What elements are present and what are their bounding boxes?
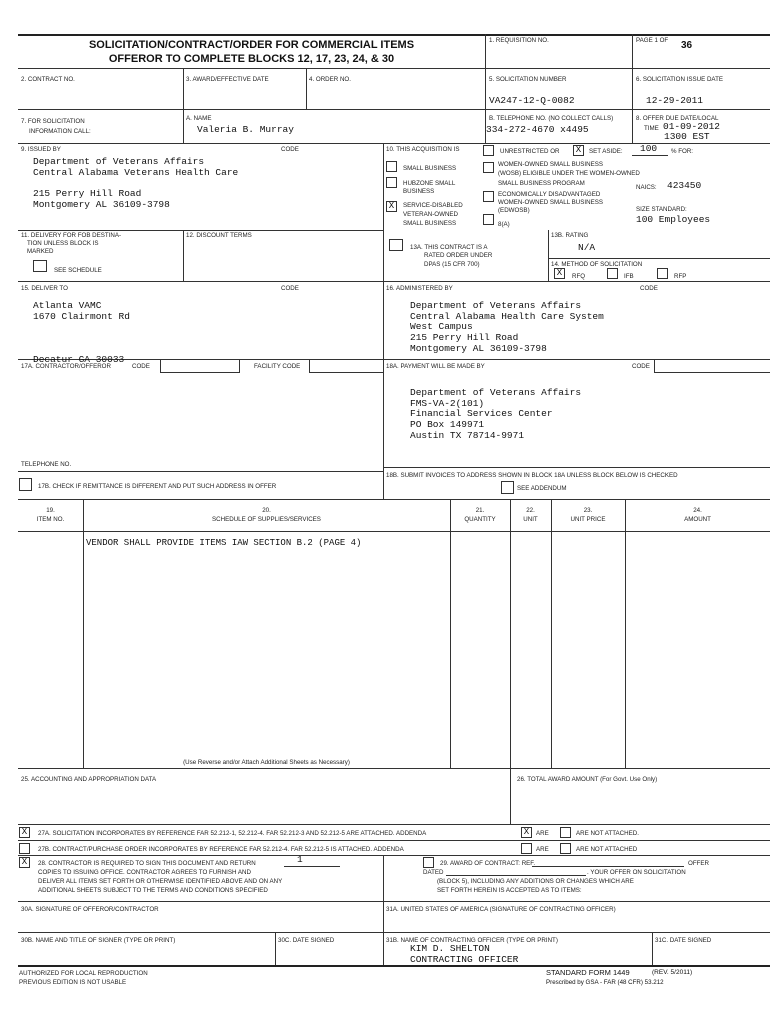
col-unit-price-label: UNIT PRICE xyxy=(570,516,606,523)
ifb-label: IFB xyxy=(624,273,634,280)
rule xyxy=(18,471,383,472)
contracting-officer-label: 31B. NAME OF CONTRACTING OFFICER (TYPE OR PRINT) xyxy=(386,937,558,944)
sdvosb-label: SERVICE-DISABLED xyxy=(403,202,463,209)
rule xyxy=(183,68,184,143)
award-date-label: 3. AWARD/EFFECTIVE DATE xyxy=(186,76,269,83)
rule xyxy=(450,499,451,768)
requisition-label: 1. REQUISITION NO. xyxy=(489,37,549,44)
wosb-label-3: SMALL BUSINESS PROGRAM xyxy=(498,180,585,187)
rule xyxy=(18,109,770,110)
issued-by-label: 9. ISSUED BY xyxy=(21,146,61,153)
hubzone-label-2: BUSINESS xyxy=(403,188,435,195)
page-total: 36 xyxy=(681,40,693,51)
clause-27b-checkbox[interactable] xyxy=(19,843,30,854)
col-unit-label: UNIT xyxy=(523,516,538,523)
method-label: 14. METHOD OF SOLICITATION xyxy=(551,261,643,268)
offer-due-time-value: 1300 EST xyxy=(664,131,710,142)
accounting-label: 25. ACCOUNTING AND APPROPRIATION DATA xyxy=(21,776,157,783)
addenda-are-checkbox[interactable]: X xyxy=(521,827,532,838)
rule xyxy=(510,768,511,824)
rule xyxy=(652,932,653,965)
remittance-label: 17B. CHECK IF REMITTANCE IS DIFFERENT AND PUT SUCH ADDRESS IN OFFER xyxy=(38,483,277,490)
deliver-to-label: 15. DELIVER TO xyxy=(21,285,68,292)
rule xyxy=(548,230,549,281)
schedule-body-text: VENDOR SHALL PROVIDE ITEMS IAW SECTION B.2 (PAGE 4) xyxy=(86,538,362,548)
deliver-to-code-label: CODE xyxy=(281,285,299,292)
rule xyxy=(383,467,770,468)
rating-value: N/A xyxy=(578,242,596,253)
clause-29-label-3: (BLOCK 5), INCLUDING ANY ADDITIONS OR CHANGES WHICH ARE xyxy=(437,878,634,885)
rule xyxy=(275,932,276,965)
col-item-num: 19. xyxy=(46,507,55,514)
footer-form-rev: (REV. 5/2011) xyxy=(652,969,693,976)
rated-order-label-3: DPAS (15 CFR 700) xyxy=(424,261,480,268)
remittance-checkbox[interactable] xyxy=(19,478,32,491)
rfq-checkbox[interactable]: X xyxy=(554,268,565,279)
solicitation-issue-date-label: 6. SOLICITATION ISSUE DATE xyxy=(636,76,723,83)
contact-name-value: Valeria B. Murray xyxy=(197,124,294,135)
administered-by-address: Department of Veterans Affairs Central Alabama Health Care System West Campus 215 Perry Hill Road Montgomery AL 36109-3798 xyxy=(410,300,604,354)
rated-order-checkbox[interactable] xyxy=(389,239,403,251)
rule xyxy=(18,499,770,500)
solicitation-number-value: VA247-12-Q-0082 xyxy=(489,95,575,106)
col-quantity-label: QUANTITY xyxy=(464,516,496,523)
see-schedule-label: SEE SCHEDULE xyxy=(54,267,102,274)
footer-prescribed: Prescribed by GSA - FAR (48 CFR) 53.212 xyxy=(546,979,664,986)
footer-form-name: STANDARD FORM 1449 xyxy=(546,968,630,977)
facility-code-label: FACILITY CODE xyxy=(254,363,301,370)
time-label: TIME xyxy=(644,125,659,132)
contract-no-label: 2. CONTRACT NO. xyxy=(21,76,75,83)
col-unit-num: 22. xyxy=(526,507,535,514)
delivery-fob-label: 11. DELIVERY FOR FOB DESTINA- xyxy=(21,232,122,239)
wosb-checkbox[interactable] xyxy=(483,162,494,173)
rule xyxy=(632,155,668,156)
contractor-code-label: CODE xyxy=(132,363,150,370)
rule xyxy=(383,143,384,281)
see-addendum-label: SEE ADDENDUM xyxy=(517,485,567,492)
clause-27a-checkbox[interactable]: X xyxy=(19,827,30,838)
rule xyxy=(183,230,184,281)
order-no-label: 4. ORDER NO. xyxy=(309,76,351,83)
col-quantity-num: 21. xyxy=(475,507,485,514)
rule xyxy=(532,866,684,867)
rule xyxy=(18,840,770,841)
unrestricted-label: UNRESTRICTED OR xyxy=(500,148,560,155)
rule xyxy=(18,281,770,282)
dated-label: DATED xyxy=(423,869,444,876)
small-business-label: SMALL BUSINESS xyxy=(403,165,457,172)
eight-a-label: 8(A) xyxy=(498,221,510,228)
rule xyxy=(306,68,307,109)
rfp-label: RFP xyxy=(674,273,687,280)
info-call-label: 7. FOR SOLICITATION xyxy=(21,118,85,125)
form-title-line1: SOLICITATION/CONTRACT/ORDER FOR COMMERCIAL ITEMS xyxy=(88,39,415,51)
edwosb-checkbox[interactable] xyxy=(483,191,494,202)
administered-by-label: 16. ADMINISTERED BY xyxy=(386,285,453,292)
addenda-b-are-not-checkbox[interactable] xyxy=(560,843,571,854)
edwosb-label: ECONOMICALLY DISADVANTAGED xyxy=(498,191,601,198)
size-standard-value: 100 Employees xyxy=(636,214,711,225)
deliver-to-address: Atlanta VAMC 1670 Clairmont Rd Decatur GA 30033 xyxy=(33,300,130,365)
addenda-are-not-checkbox[interactable] xyxy=(560,827,571,838)
solicitation-issue-date-value: 12-29-2011 xyxy=(646,95,704,106)
sdvosb-label-3: SMALL BUSINESS xyxy=(403,220,457,227)
addenda-are-label: ARE xyxy=(536,830,549,837)
set-aside-percent: 100 xyxy=(640,143,658,154)
wosb-label-2: (WOSB) ELIGIBLE UNDER THE WOMEN-OWNED xyxy=(498,170,640,177)
signer-name-label: 30B. NAME AND TITLE OF SIGNER (TYPE OR PRINT) xyxy=(21,937,176,944)
offer-due-date-value: 01-09-2012 xyxy=(663,121,721,132)
form-top-border xyxy=(18,34,770,36)
rule xyxy=(548,258,770,259)
sdvosb-label-2: VETERAN-OWNED xyxy=(403,211,459,218)
clause-28-checkbox[interactable]: X xyxy=(19,857,30,868)
rule xyxy=(18,230,383,231)
rfp-checkbox[interactable] xyxy=(657,268,668,279)
clause-28-label-3: DELIVER ALL ITEMS SET FORTH OR OTHERWISE IDENTIFIED ABOVE AND ON ANY xyxy=(38,878,283,885)
addenda-b-are-label: ARE xyxy=(536,846,549,853)
delivery-fob-label-2: TION UNLESS BLOCK IS xyxy=(27,240,99,247)
name-label: A. NAME xyxy=(186,115,212,122)
sdvosb-checkbox[interactable]: X xyxy=(386,201,397,212)
contractor-code-field[interactable] xyxy=(160,359,240,373)
us-signature-label: 31A. UNITED STATES OF AMERICA (SIGNATURE OF CONTRACTING OFFICER) xyxy=(386,906,616,913)
rule xyxy=(383,855,384,965)
rule xyxy=(83,499,84,768)
offer-label: OFFER xyxy=(688,860,709,867)
delivery-fob-label-3: MARKED xyxy=(27,248,54,255)
see-schedule-checkbox[interactable] xyxy=(33,260,47,272)
clause-29-label-4: SET FORTH HEREIN IS ACCEPTED AS TO ITEMS: xyxy=(437,887,582,894)
rated-order-label-2: RATED ORDER UNDER xyxy=(424,252,493,259)
edwosb-label-3: (EDWOSB) xyxy=(498,207,530,214)
ifb-checkbox[interactable] xyxy=(607,268,618,279)
col-amount-label: AMOUNT xyxy=(684,516,711,523)
col-amount-num: 24. xyxy=(693,507,702,514)
payment-code-field[interactable] xyxy=(654,359,770,373)
hubzone-label: HUBZONE SMALL xyxy=(403,180,456,187)
clause-29-label: 29. AWARD OF CONTRACT: REF. xyxy=(440,860,536,867)
rule xyxy=(18,531,770,532)
col-item-label: ITEM NO. xyxy=(36,516,65,523)
info-call-label-2: INFORMATION CALL: xyxy=(29,128,91,135)
rule xyxy=(551,499,552,768)
telephone-no-label: TELEPHONE NO. xyxy=(21,461,72,468)
col-schedule-num: 20. xyxy=(262,507,271,514)
telephone-value: 334-272-4670 x4495 xyxy=(486,124,589,135)
col-schedule-label: SCHEDULE OF SUPPLIES/SERVICES xyxy=(212,516,321,523)
discount-terms-label: 12. DISCOUNT TERMS xyxy=(186,232,252,239)
rule xyxy=(18,143,770,144)
set-aside-checkbox[interactable]: X xyxy=(573,145,584,156)
offeror-signature-label: 30A. SIGNATURE OF OFFEROR/CONTRACTOR xyxy=(21,906,159,913)
schedule-footer-note: (Use Reverse and/or Attach Additional Sheets as Necessary) xyxy=(183,759,350,766)
rule xyxy=(383,281,384,499)
col-unit-price-num: 23. xyxy=(583,507,593,514)
copies-value: 1 xyxy=(297,854,303,865)
rule xyxy=(510,499,511,768)
rule xyxy=(18,855,770,856)
form-title-line2: OFFEROR TO COMPLETE BLOCKS 12, 17, 23, 24, & 30 xyxy=(108,53,395,65)
issued-by-address: Department of Veterans Affairs Central Alabama Veterans Health Care 215 Perry Hill Road Montgomery AL 36109-3798 xyxy=(33,156,239,210)
addenda-b-are-checkbox[interactable] xyxy=(521,843,532,854)
solicitation-number-label: 5. SOLICITATION NUMBER xyxy=(489,76,567,83)
footer-previous-edition: PREVIOUS EDITION IS NOT USABLE xyxy=(19,979,127,986)
rule xyxy=(284,866,340,867)
clause-28-label: 28. CONTRACTOR IS REQUIRED TO SIGN THIS DOCUMENT AND RETURN xyxy=(38,860,256,867)
issued-by-code-label: CODE xyxy=(281,146,299,153)
clause-28-label-2: COPIES TO ISSUING OFFICE. CONTRACTOR AGREES TO FURNISH AND xyxy=(38,869,251,876)
edwosb-label-2: WOMEN-OWNED SMALL BUSINESS xyxy=(498,199,603,206)
payment-address: Department of Veterans Affairs FMS-VA-2(101) Financial Services Center PO Box 149971 Austin TX 78714-9971 xyxy=(410,387,582,441)
rated-order-label: 13A. THIS CONTRACT IS A xyxy=(410,244,488,251)
administered-by-code-label: CODE xyxy=(640,285,658,292)
clause-29-checkbox[interactable] xyxy=(423,857,434,868)
contractor-label: 17A. CONTRACTOR/OFFEROR xyxy=(21,363,111,370)
acquisition-label: 10. THIS ACQUISITION IS xyxy=(386,146,460,153)
your-offer-label: . YOUR OFFER ON SOLICITATION xyxy=(587,869,686,876)
facility-code-field[interactable] xyxy=(309,359,383,373)
rule xyxy=(18,932,770,933)
hubzone-checkbox[interactable] xyxy=(386,177,397,188)
clause-28-label-4: ADDITIONAL SHEETS SUBJECT TO THE TERMS AND CONDITIONS SPECIFIED xyxy=(38,887,268,894)
eight-a-checkbox[interactable] xyxy=(483,214,494,225)
rfq-label: RFQ xyxy=(572,273,586,280)
naics-value: 423450 xyxy=(667,180,702,191)
page-label: PAGE 1 OF xyxy=(636,37,669,44)
footer-reproduction: AUTHORIZED FOR LOCAL REPRODUCTION xyxy=(19,970,148,977)
total-award-label: 26. TOTAL AWARD AMOUNT (For Govt. Use Only) xyxy=(517,776,658,783)
small-business-checkbox[interactable] xyxy=(386,161,397,172)
offer-due-label: 8. OFFER DUE DATE/LOCAL xyxy=(636,115,719,122)
rule xyxy=(625,499,626,768)
size-standard-label: SIZE STANDARD: xyxy=(636,206,687,213)
telephone-label: B. TELEPHONE NO. (NO COLLECT CALLS) xyxy=(489,115,614,122)
rule xyxy=(446,875,586,876)
officer-date-label: 31C. DATE SIGNED xyxy=(655,937,712,944)
clause-27b-label: 27B. CONTRACT/PURCHASE ORDER INCORPORATES BY REFERENCE FAR 52.212-4. FAR 52.212-5 IS ATTACHED. ADDENDA xyxy=(38,846,404,853)
submit-invoices-label: 18B. SUBMIT INVOICES TO ADDRESS SHOWN IN BLOCK 18A UNLESS BLOCK BELOW IS CHECKED xyxy=(386,472,678,479)
contracting-officer-value: KIM D. SHELTON CONTRACTING OFFICER xyxy=(410,943,519,965)
payment-code-label: CODE xyxy=(632,363,650,370)
rating-label: 13B. RATING xyxy=(551,232,589,239)
see-addendum-checkbox[interactable] xyxy=(501,481,514,494)
rule xyxy=(18,824,770,825)
unrestricted-checkbox[interactable] xyxy=(483,145,494,156)
wosb-label: WOMEN-OWNED SMALL BUSINESS xyxy=(498,161,603,168)
rule xyxy=(632,34,633,143)
clause-27a-label: 27A. SOLICITATION INCORPORATES BY REFERENCE FAR 52.212-1, 52.212-4. FAR 52.212-3 AND 52.212-5 ARE ATTACHED. ADDENDA xyxy=(38,830,427,837)
percent-for-label: % FOR: xyxy=(671,148,694,155)
addenda-are-not-label: ARE NOT ATTACHED. xyxy=(576,830,639,837)
offeror-date-label: 30C. DATE SIGNED xyxy=(278,937,335,944)
set-aside-label: SET ASIDE: xyxy=(589,148,623,155)
rule xyxy=(18,768,770,769)
form-bottom-border xyxy=(18,965,770,967)
addenda-b-are-not-label: ARE NOT ATTACHED xyxy=(576,846,638,853)
rule xyxy=(18,901,770,902)
rule xyxy=(18,68,770,69)
naics-label: NAICS: xyxy=(636,184,657,191)
payment-label: 18A. PAYMENT WILL BE MADE BY xyxy=(386,363,485,370)
